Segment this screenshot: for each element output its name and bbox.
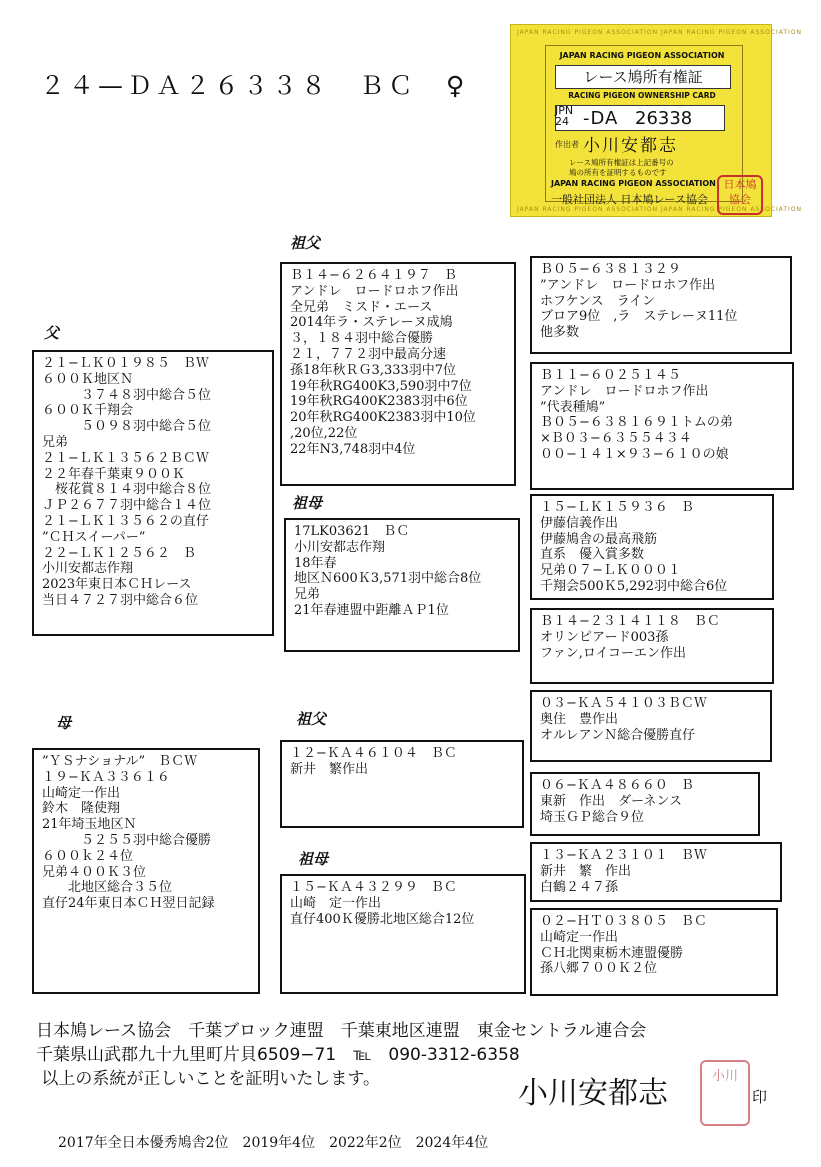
pedigree-line: 孫八郷７００Ｋ２位 [540,961,658,977]
card-breeder-name: 小川安都志 [583,136,678,156]
mfd-box [530,772,760,836]
footer-certification: 以上の系統が正しいことを証明いたします。 [36,1069,381,1089]
pedigree-line: ２１−ＬＫ１３５６２の直仔 [42,513,209,529]
label-father: 父 [44,324,60,342]
pedigree-line: 当日４７２７羽中総合６位 [42,592,199,608]
label-grandfather-paternal: 祖父 [290,234,321,252]
ownership-card [510,24,803,217]
pedigree-line: オリンピアード003孫 [540,629,669,645]
card-year: 24 [555,115,569,128]
pedigree-line: 2014年ラ・ステレーヌ成鳩 [290,315,453,331]
pedigree-line: 21年埼玉地区Ｎ [42,817,137,833]
card-ring-prefix: -DA [583,108,619,129]
pedigree-line: 直仔24年東日本ＣＨ翌日記録 [42,896,215,912]
pedigree-line: ×Ｂ０３−６３５５４３４ [540,431,692,447]
pedigree-line: 奥住 豊作出 [540,711,619,727]
card-seal: 日本鳩協会 [717,175,763,215]
label-grandfather-maternal: 祖父 [296,710,327,728]
card-association-jp: 一般社団法人 日本鳩レース協会 [551,193,708,206]
maternal-grandmother-box [280,874,526,994]
pedigree-line: ３，１８４羽中総合優勝 [290,331,434,347]
pedigree-line: 小川安都志作翔 [42,561,134,577]
signature: 小川安都志 [518,1076,668,1111]
pedigree-line: ３７４８羽中総合５位 [42,387,212,403]
pedigree-line: ２２年春千葉東９００Ｋ [42,466,186,482]
card-country-code: JPN [555,104,574,117]
pedigree-line: 小川安都志作翔 [294,539,386,555]
mother-box [32,748,260,994]
pedigree-line: ２１−ＬＫ１３５６２ＢＣＷ [42,450,209,466]
pedigree-line: 孫18年秋ＲＧ3,333羽中7位 [290,362,457,378]
pedigree-line: アンドレ ロードロホフ作出 [290,283,459,299]
footer-affiliations: 日本鳩レース協会 千葉ブロック連盟 千葉東地区連盟 東金セントラル連合会 [36,1021,647,1041]
pedigree-line: ５０９８羽中総合５位 [42,419,212,435]
pedigree-line: 21年春連盟中距離ＡＰ1位 [294,602,449,618]
pedigree-line: ファン,ロイコーエン作出 [540,645,686,661]
seal-stamp: 小川 [700,1060,750,1126]
pedigree-line: Ｂ１４−６２６４１９７ Ｂ [290,268,457,283]
pedigree-line: 兄弟 [294,587,321,603]
pedigree-line: 全兄弟 ミスド・エース [290,299,433,315]
card-title-en: RACING PIGEON OWNERSHIP CARD [568,91,716,100]
card-note-2: 鳩の所有を証明するものです [569,168,667,177]
card-country-year [555,105,573,127]
pedigree-line: ５２５５羽中総合優勝 [42,832,212,848]
pedigree-line: 山崎定一作出 [42,785,121,801]
card-edge-text-bottom: JAPAN RACING PIGEON ASSOCIATION JAPAN RACING PIGEON ASSOCIATION [517,206,803,213]
pedigree-line: ００−１４１×９３−６１０の娘 [540,446,729,462]
pedigree-line: 桜花賞８１４羽中総合８位 [42,482,212,498]
card-association-en: JAPAN RACING PIGEON ASSOCIATION [559,51,725,60]
pedigree-line: 19年秋RG400K3,590羽中7位 [290,378,472,394]
label-grandmother-maternal: 祖母 [298,850,329,868]
pedigree-line: オルレアンＮ総合優勝直仔 [540,727,696,743]
pedigree-line: ６００Ｋ千翔会 [42,403,134,419]
mfs-box [530,690,772,762]
pedigree-line: ０３−ＫＡ５４１０３ＢＣＷ [540,696,707,711]
card-edge-text: JAPAN RACING PIGEON ASSOCIATION JAPAN RACING PIGEON ASSOCIATION [517,29,803,36]
pedigree-line: 直仔400Ｋ優勝北地区総合12位 [290,911,475,927]
maternal-grandfather-box [280,740,524,828]
pedigree-line: １９−ＫＡ３３６１６ [42,769,170,785]
pigeon-ring-title: ２４—ＤＡ２６３３８ ＢＣ ♀ [40,71,469,100]
ffs-box [530,256,792,354]
pedigree-line: ２１，７７２羽中最高分速 [290,346,447,362]
mmd-box [530,908,778,996]
pedigree-line: 伊藤信義作出 [540,515,619,531]
pedigree-line: 他多数 [540,325,580,341]
pedigree-line: Ｂ０５−６３８１６９１トムの弟 [540,415,733,431]
pedigree-line: １３−ＫＡ２３１０１ ＢＷ [540,848,707,863]
pedigree-line: 埼玉ＧＰ総合９位 [540,809,645,825]
pedigree-line: ,20位,22位 [290,425,358,441]
awards-line: 2017年全日本優秀鳩舎2位 2019年4位 2022年2位 2024年4位 [58,1135,489,1151]
label-mother: 母 [56,714,72,732]
pedigree-line: 17LK03621 ＢＣ [294,524,410,539]
pedigree-line: ＣＨ北関東栃木連盟優勝 [540,945,684,961]
pedigree-line: ”代表種鳩” [540,399,606,415]
pedigree-line: ホフケンス ライン [540,293,656,309]
pedigree-line: ０２−ＨＴ０３８０５ ＢＣ [540,914,707,929]
pedigree-line: 2023年東日本ＣＨレース [42,577,192,593]
pedigree-line: 直系 優入賞多数 [540,547,645,563]
pedigree-line: ０６−ＫＡ４８６６０ Ｂ [540,778,694,793]
card-association-en-2: JAPAN RACING PIGEON ASSOCIATION [551,179,716,188]
paternal-grandmother-box [284,518,520,652]
pedigree-line: 新井 繁 作出 [540,863,632,879]
label-grandmother-paternal: 祖母 [292,494,323,512]
pedigree-line: １２−ＫＡ４６１０４ ＢＣ [290,746,457,761]
pedigree-line: ２２−ＬＫ１２５６２ Ｂ [42,545,196,561]
pedigree-line: １５−ＫＡ４３２９９ ＢＣ [290,880,457,895]
card-breeder-label: 作出者 [555,140,579,149]
card-note-1: レース鳩所有権証は上記番号の [569,158,674,167]
pedigree-line: 千翔会500Ｋ5,292羽中総合6位 [540,578,728,594]
pedigree-line: 山崎定一作出 [540,929,619,945]
pedigree-line: 白鶴２４７孫 [540,879,619,895]
pedigree-line: Ｂ１４−２３１４１１８ ＢＣ [540,614,720,629]
seal-mark: 印 [752,1088,768,1106]
pedigree-line: Ｂ１１−６０２５１４５ [540,368,681,383]
pedigree-line: 山崎 定一作出 [290,895,382,911]
pedigree-line: 兄弟 [42,434,69,450]
pedigree-line: ”ＣＨスイーパー” [42,529,146,545]
ffd-box [530,362,794,490]
pedigree-line: 新井 繁作出 [290,761,369,777]
pedigree-line: ６００ｋ２４位 [42,848,134,864]
pedigree-line: ”アンドレ ロードロホフ作出 [540,277,716,293]
footer-address: 千葉県山武郡九十九里町片貝6509−71 ℡ 090-3312-6358 [36,1045,520,1065]
pedigree-line: アンドレ ロードロホフ作出 [540,383,709,399]
card-title-jp: レース鳩所有権証 [555,65,731,89]
pedigree-line: 東新 作出 ダーネンス [540,793,682,809]
pedigree-line: ６００Ｋ地区Ｎ [42,371,134,387]
pedigree-line: 北地区総合３５位 [42,880,173,896]
mms-box [530,842,782,902]
pedigree-line: 地区Ｎ600Ｋ3,571羽中総合8位 [294,571,482,587]
pedigree-line: ブロア9位 ,ラ ステレーヌ11位 [540,309,738,325]
pedigree-line: 18年春 [294,555,337,571]
pedigree-line: ”ＹＳナショナル” ＢＣＷ [42,754,198,769]
pedigree-line: 鈴木 隆使翔 [42,801,121,817]
pedigree-line: 伊藤鳩舎の最高飛筋 [540,531,658,547]
fms-box [530,494,774,600]
pedigree-line: Ｂ０５−６３８１３２９ [540,262,681,277]
pedigree-line: １５−ＬＫ１５９３６ Ｂ [540,500,694,515]
pedigree-line: ＪＰ２６７７羽中総合１４位 [42,498,212,514]
paternal-grandfather-box [280,262,516,486]
pedigree-line: 兄弟４００Ｋ３位 [42,864,147,880]
pedigree-line: 22年N3,748羽中4位 [290,441,416,457]
pedigree-line: 19年秋RG400K2383羽中6位 [290,394,468,410]
pedigree-line: ２１−ＬＫ０１９８５ ＢＷ [42,356,209,371]
fmd-box [530,608,774,684]
card-ring-number: 26338 [635,108,693,129]
father-box [32,350,274,636]
pedigree-line: 20年秋RG400K2383羽中10位 [290,410,476,426]
pedigree-line: 兄弟０７−ＬＫ０００１ [540,563,681,579]
